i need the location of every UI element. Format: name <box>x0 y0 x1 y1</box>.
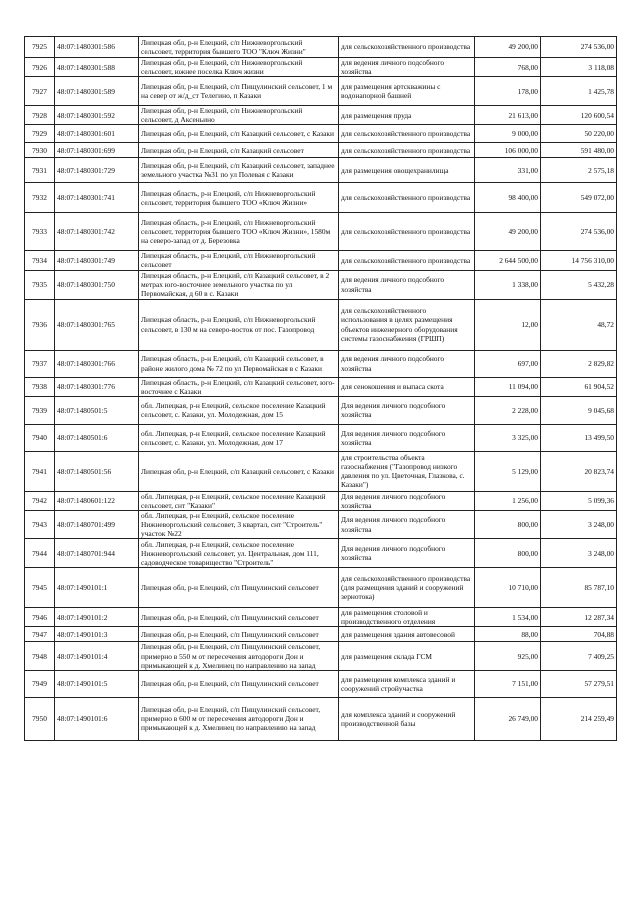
cadastral-number: 48:07:1480301:586 <box>55 37 139 58</box>
area-cell: 49 200,00 <box>475 37 541 58</box>
row-number: 7947 <box>25 627 55 642</box>
area-cell: 768,00 <box>475 58 541 77</box>
table-row <box>25 125 617 143</box>
area-cell: 9 000,00 <box>475 125 541 143</box>
row-number: 7949 <box>25 670 55 697</box>
table-row <box>25 58 617 77</box>
area-cell: 925,00 <box>475 642 541 670</box>
row-number: 7946 <box>25 608 55 627</box>
address-cell: Липецкая обл, р-н Елецкий, с/п Пищулинский сельсовет, примерно в 550 м от пересечения автодороги Дон и примыкающей к д. Хмелинец по направлению на запад <box>139 642 339 670</box>
row-number: 7934 <box>25 251 55 270</box>
permitted-use-cell: для размещения пруда <box>339 106 475 125</box>
cadastral-number: 48:07:1480301:741 <box>55 183 139 213</box>
row-number: 7928 <box>25 106 55 125</box>
table-row <box>25 158 617 183</box>
permitted-use-cell: для сельскохозяйственного производства <box>339 143 475 158</box>
table-row <box>25 213 617 251</box>
row-number: 7939 <box>25 396 55 424</box>
address-cell: Липецкая обл, р-н Елецкий, с/п Нижневоргольский сельсовет, территория бывшего ТОО "Ключ Жизни" <box>139 37 339 58</box>
area-cell: 1 338,00 <box>475 270 541 299</box>
cadastral-number: 48:07:1480501:5 <box>55 396 139 424</box>
cadastral-number: 48:07:1480501:56 <box>55 451 139 491</box>
address-cell: обл. Липецкая, р-н Елецкий, сельское поселение Казацкий сельсовет, снт "Казаки" <box>139 491 339 510</box>
area-cell: 178,00 <box>475 77 541 106</box>
area-cell: 10 710,00 <box>475 568 541 608</box>
area-cell: 800,00 <box>475 510 541 538</box>
cadastral-number: 48:07:1490101:2 <box>55 608 139 627</box>
area-cell: 331,00 <box>475 158 541 183</box>
cadastral-value-cell: 61 904,52 <box>541 377 617 396</box>
address-cell: Липецкая обл, р-н Елецкий, с/п Пищулинский сельсовет <box>139 608 339 627</box>
area-cell: 98 400,00 <box>475 183 541 213</box>
table-row <box>25 106 617 125</box>
permitted-use-cell: для сенокошения и выпаса скота <box>339 377 475 396</box>
area-cell: 3 325,00 <box>475 424 541 451</box>
cadastral-value-cell: 48,72 <box>541 299 617 350</box>
cadastral-value-cell: 50 220,00 <box>541 125 617 143</box>
address-cell: Липецкая обл, р-н Елецкий, с/п Пищулинский сельсовет <box>139 627 339 642</box>
cadastral-number: 48:07:1480301:699 <box>55 143 139 158</box>
cadastral-value-cell: 20 823,74 <box>541 451 617 491</box>
table-body <box>25 37 617 741</box>
permitted-use-cell: для сельскохозяйственного производства <box>339 213 475 251</box>
cadastral-value-cell: 9 045,68 <box>541 396 617 424</box>
cadastral-number: 48:07:1480301:589 <box>55 77 139 106</box>
cadastral-number: 48:07:1490101:1 <box>55 568 139 608</box>
cadastral-value-cell: 2 829,82 <box>541 350 617 377</box>
row-number: 7936 <box>25 299 55 350</box>
area-cell: 2 644 500,00 <box>475 251 541 270</box>
land-registry-table <box>24 36 617 741</box>
permitted-use-cell: для размещения овощехранилища <box>339 158 475 183</box>
row-number: 7937 <box>25 350 55 377</box>
cadastral-number: 48:07:1490101:4 <box>55 642 139 670</box>
permitted-use-cell: для сельскохозяйственного производства (для размещения зданий и сооружений зернотока) <box>339 568 475 608</box>
row-number: 7941 <box>25 451 55 491</box>
address-cell: обл. Липецкая, р-н Елецкий, сельское поселение Нижневоргольский сельсовет, 3 квартал, снт "Строитель" участок №22 <box>139 510 339 538</box>
cadastral-value-cell: 57 279,51 <box>541 670 617 697</box>
table-row <box>25 539 617 568</box>
row-number: 7931 <box>25 158 55 183</box>
permitted-use-cell: для сельскохозяйственного производства <box>339 251 475 270</box>
permitted-use-cell: для ведения личного подсобного хозяйства <box>339 58 475 77</box>
permitted-use-cell: для сельскохозяйственного производства <box>339 183 475 213</box>
table-row <box>25 627 617 642</box>
address-cell: Липецкая область, р-н Елецкий, с/п Нижневоргольский сельсовет, территория бывшего ТОО «Ключ Жизни», 1580м на северо-запад от д. Березовка <box>139 213 339 251</box>
table-row <box>25 642 617 670</box>
row-number: 7930 <box>25 143 55 158</box>
area-cell: 106 000,00 <box>475 143 541 158</box>
permitted-use-cell: Для ведения личного подсобного хозяйства <box>339 510 475 538</box>
area-cell: 1 534,00 <box>475 608 541 627</box>
cadastral-number: 48:07:1480301:588 <box>55 58 139 77</box>
cadastral-number: 48:07:1490101:3 <box>55 627 139 642</box>
area-cell: 21 613,00 <box>475 106 541 125</box>
row-number: 7927 <box>25 77 55 106</box>
cadastral-value-cell: 3 248,00 <box>541 539 617 568</box>
cadastral-number: 48:07:1480301:749 <box>55 251 139 270</box>
permitted-use-cell: для размещения склада ГСМ <box>339 642 475 670</box>
cadastral-number: 48:07:1480701:944 <box>55 539 139 568</box>
cadastral-value-cell: 5 099,36 <box>541 491 617 510</box>
area-cell: 5 129,00 <box>475 451 541 491</box>
area-cell: 49 200,00 <box>475 213 541 251</box>
permitted-use-cell: для размещения комплекса зданий и сооружений стройучастка <box>339 670 475 697</box>
area-cell: 88,00 <box>475 627 541 642</box>
area-cell: 2 228,00 <box>475 396 541 424</box>
row-number: 7932 <box>25 183 55 213</box>
address-cell: Липецкая область, р-н Елецкий, с/п Нижневоргольский сельсовет <box>139 251 339 270</box>
address-cell: Липецкая область, р-н Елецкий, с/п Нижневоргольский сельсовет, территория бывшего ТОО «Ключ Жизни» <box>139 183 339 213</box>
address-cell: Липецкая обл, р-н Елецкий, с/п Казацкий сельсовет, с Казаки <box>139 125 339 143</box>
cadastral-value-cell: 704,88 <box>541 627 617 642</box>
cadastral-number: 48:07:1480301:776 <box>55 377 139 396</box>
table-row <box>25 143 617 158</box>
row-number: 7945 <box>25 568 55 608</box>
cadastral-number: 48:07:1480301:742 <box>55 213 139 251</box>
row-number: 7944 <box>25 539 55 568</box>
address-cell: обл. Липецкая, р-н Елецкий, сельское поселение Казацкий сельсовет, с. Казаки, ул. Молодежная, дом 15 <box>139 396 339 424</box>
area-cell: 800,00 <box>475 539 541 568</box>
table-row <box>25 608 617 627</box>
cadastral-value-cell: 85 787,10 <box>541 568 617 608</box>
row-number: 7935 <box>25 270 55 299</box>
cadastral-number: 48:07:1480501:6 <box>55 424 139 451</box>
permitted-use-cell: для сельскохозяйственного использования в целях размещения объектов инженерного оборудования системы газоснабжения (ГРШП) <box>339 299 475 350</box>
permitted-use-cell: для размещения здания автовесовой <box>339 627 475 642</box>
permitted-use-cell: Для ведения личного подсобного хозяйства <box>339 424 475 451</box>
cadastral-number: 48:07:1490101:6 <box>55 697 139 740</box>
permitted-use-cell: для ведения личного подсобного хозяйства <box>339 350 475 377</box>
cadastral-value-cell: 274 536,00 <box>541 213 617 251</box>
area-cell: 12,00 <box>475 299 541 350</box>
area-cell: 7 151,00 <box>475 670 541 697</box>
permitted-use-cell: для ведения личного подсобного хозяйства <box>339 270 475 299</box>
cadastral-value-cell: 12 287,34 <box>541 608 617 627</box>
cadastral-number: 48:07:1480301:765 <box>55 299 139 350</box>
address-cell: Липецкая область, р-н Елецкий, с/п Казацкий сельсовет, юго-восточнее с Казаки <box>139 377 339 396</box>
permitted-use-cell: для размещения столовой и производственного отделения <box>339 608 475 627</box>
permitted-use-cell: Для ведения личного подсобного хозяйства <box>339 539 475 568</box>
cadastral-value-cell: 3 248,00 <box>541 510 617 538</box>
area-cell: 1 256,00 <box>475 491 541 510</box>
row-number: 7926 <box>25 58 55 77</box>
cadastral-number: 48:07:1480601:122 <box>55 491 139 510</box>
table-row <box>25 270 617 299</box>
row-number: 7940 <box>25 424 55 451</box>
cadastral-number: 48:07:1480301:601 <box>55 125 139 143</box>
cadastral-value-cell: 2 575,18 <box>541 158 617 183</box>
cadastral-value-cell: 13 499,50 <box>541 424 617 451</box>
cadastral-value-cell: 7 409,25 <box>541 642 617 670</box>
table-row <box>25 350 617 377</box>
row-number: 7950 <box>25 697 55 740</box>
table-row <box>25 568 617 608</box>
table-row <box>25 670 617 697</box>
table-row <box>25 451 617 491</box>
cadastral-number: 48:07:1490101:5 <box>55 670 139 697</box>
address-cell: Липецкая обл, р-н Елецкий, с/п Пищулинский сельсовет <box>139 670 339 697</box>
table-row <box>25 377 617 396</box>
cadastral-number: 48:07:1480301:592 <box>55 106 139 125</box>
area-cell: 697,00 <box>475 350 541 377</box>
address-cell: Липецкая обл, р-н Елецкий, с/п Пищулинский сельсовет, примерно в 600 м от пересечения автодороги Дон и примыкающей к д. Хмелинец по направлению на запад <box>139 697 339 740</box>
cadastral-value-cell: 14 756 310,00 <box>541 251 617 270</box>
cadastral-value-cell: 3 118,08 <box>541 58 617 77</box>
row-number: 7943 <box>25 510 55 538</box>
address-cell: Липецкая обл, р-н Елецкий, с/п Казацкий сельсовет, западнее земельного участка №31 по ул Полевая с Казаки <box>139 158 339 183</box>
permitted-use-cell: для размещения артскважины с водонапорной башней <box>339 77 475 106</box>
table-row <box>25 299 617 350</box>
address-cell: Липецкая область, р-н Елецкий, с/п Казацкий сельсовет, в районе жилого дома № 72 по ул Первомайская в с Казаки <box>139 350 339 377</box>
table-row <box>25 37 617 58</box>
cadastral-value-cell: 120 600,54 <box>541 106 617 125</box>
address-cell: Липецкая обл, р-н Елецкий, с/п Казацкий сельсовет <box>139 143 339 158</box>
table-row <box>25 491 617 510</box>
table-row <box>25 77 617 106</box>
area-cell: 11 094,00 <box>475 377 541 396</box>
address-cell: Липецкая обл, р-н Елецкий, с/п Казацкий сельсовет, с Казаки <box>139 451 339 491</box>
cadastral-number: 48:07:1480301:766 <box>55 350 139 377</box>
row-number: 7933 <box>25 213 55 251</box>
address-cell: обл. Липецкая, р-н Елецкий, сельское поселение Нижневоргольский сельсовет, ул. Центральная, дом 111, садоводческое товарищество "Строитель" <box>139 539 339 568</box>
cadastral-value-cell: 214 259,49 <box>541 697 617 740</box>
permitted-use-cell: для строительства объекта газоснабжения ("Газопровод низкого давления по ул. Цветочная, Глазкова, с. Казаки") <box>339 451 475 491</box>
address-cell: обл. Липецкая, р-н Елецкий, сельское поселение Казацкий сельсовет, с. Казаки, ул. Молодежная, дом 17 <box>139 424 339 451</box>
table-row <box>25 424 617 451</box>
table-row <box>25 251 617 270</box>
permitted-use-cell: для сельскохозяйственного производства <box>339 125 475 143</box>
cadastral-value-cell: 549 072,00 <box>541 183 617 213</box>
address-cell: Липецкая обл, р-н Елецкий, с/п Нижневоргольский сельсовет, д Аксеньино <box>139 106 339 125</box>
address-cell: Липецкая обл, р-н Елецкий, с/п Нижневоргольский сельсовет, южнее поселка Ключ жизни <box>139 58 339 77</box>
row-number: 7942 <box>25 491 55 510</box>
row-number: 7938 <box>25 377 55 396</box>
cadastral-value-cell: 1 425,78 <box>541 77 617 106</box>
row-number: 7925 <box>25 37 55 58</box>
cadastral-number: 48:07:1480701:499 <box>55 510 139 538</box>
address-cell: Липецкая область, р-н Елецкий, с/п Нижневоргольский сельсовет, в 130 м на северо-восток от пос. Газопровод <box>139 299 339 350</box>
cadastral-number: 48:07:1480301:729 <box>55 158 139 183</box>
table-row <box>25 396 617 424</box>
permitted-use-cell: для комплекса зданий и сооружений производственной базы <box>339 697 475 740</box>
row-number: 7929 <box>25 125 55 143</box>
cadastral-value-cell: 5 432,28 <box>541 270 617 299</box>
cadastral-value-cell: 274 536,00 <box>541 37 617 58</box>
address-cell: Липецкая обл, р-н Елецкий, с/п Пищулинский сельсовет <box>139 568 339 608</box>
cadastral-value-cell: 591 480,00 <box>541 143 617 158</box>
permitted-use-cell: Для ведения личного подсобного хозяйства <box>339 491 475 510</box>
address-cell: Липецкая обл, р-н Елецкий, с/п Пищулинский сельсовет, 1 м на север от ж/д_ст Телегино, п Казаки <box>139 77 339 106</box>
permitted-use-cell: Для ведения личного подсобного хозяйства <box>339 396 475 424</box>
area-cell: 26 749,00 <box>475 697 541 740</box>
row-number: 7948 <box>25 642 55 670</box>
address-cell: Липецкая область, р-н Елецкий, с/п Казацкий сельсовет, в 2 метрах юго-восточнее земельного участка по ул Первомайская, д 60 в с. Казаки <box>139 270 339 299</box>
permitted-use-cell: для сельскохозяйственного производства <box>339 37 475 58</box>
table-row <box>25 510 617 538</box>
table-row <box>25 697 617 740</box>
cadastral-number: 48:07:1480301:750 <box>55 270 139 299</box>
table-row <box>25 183 617 213</box>
